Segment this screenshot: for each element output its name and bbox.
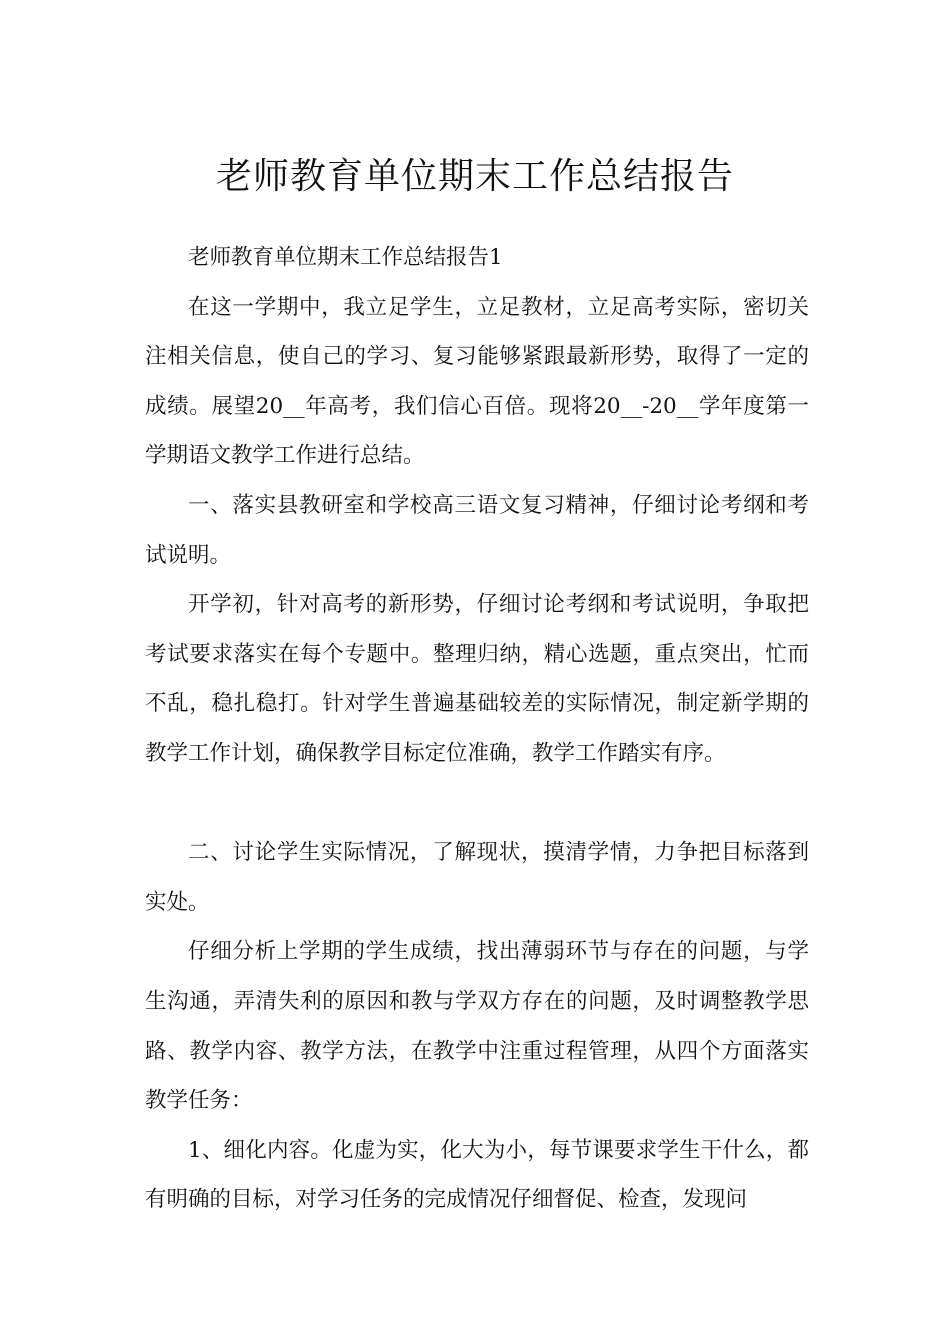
document-title: 老师教育单位期末工作总结报告 — [215, 156, 734, 198]
paragraph-section-one-body: 开学初，针对高考的新形势，仔细讨论考纲和考试说明，争取把考试要求落实在每个专题中。整理归纳，精心选题，重点突出，忙而不乱，稳扎稳打。针对学生普遍基础较差的实际情况，制定新学期的教学工作计划，确保教学目标定位准确，教学工作踏实有序。 — [145, 592, 809, 766]
paragraph-section-one-heading: 一、落实县教研室和学校高三语文复习精神，仔细讨论考纲和考试说明。 — [145, 492, 809, 568]
paragraph-report-number: 老师教育单位期末工作总结报告1 — [188, 245, 503, 270]
paragraph-spacer — [145, 779, 809, 829]
paragraph-section-two-heading: 二、讨论学生实际情况，了解现状，摸清学情，力争把目标落到实处。 — [145, 840, 809, 915]
paragraph-section-two-body: 仔细分析上学期的学生成绩，找出薄弱环节与存在的问题，与学生沟通，弄清失利的原因和教与学双方存在的问题，及时调整教学思路、教学内容、教学方法，在教学中注重过程管理，从四个方面落实教学任务： — [145, 939, 809, 1114]
paragraph-item-one: 1、细化内容。化虚为实，化大为小，每节课要求学生干什么，都有明确的目标，对学习任务的完成情况仔细督促、检查，发现问 — [145, 1137, 809, 1213]
document-body — [145, 233, 809, 1225]
paragraph-intro: 在这一学期中，我立足学生，立足教材，立足高考实际，密切关注相关信息，使自己的学习、复习能够紧跟最新形势，取得了一定的成绩。展望20__年高考，我们信心百倍。现将20__-20__学年度第一学期语文教学工作进行总结。 — [145, 294, 809, 469]
